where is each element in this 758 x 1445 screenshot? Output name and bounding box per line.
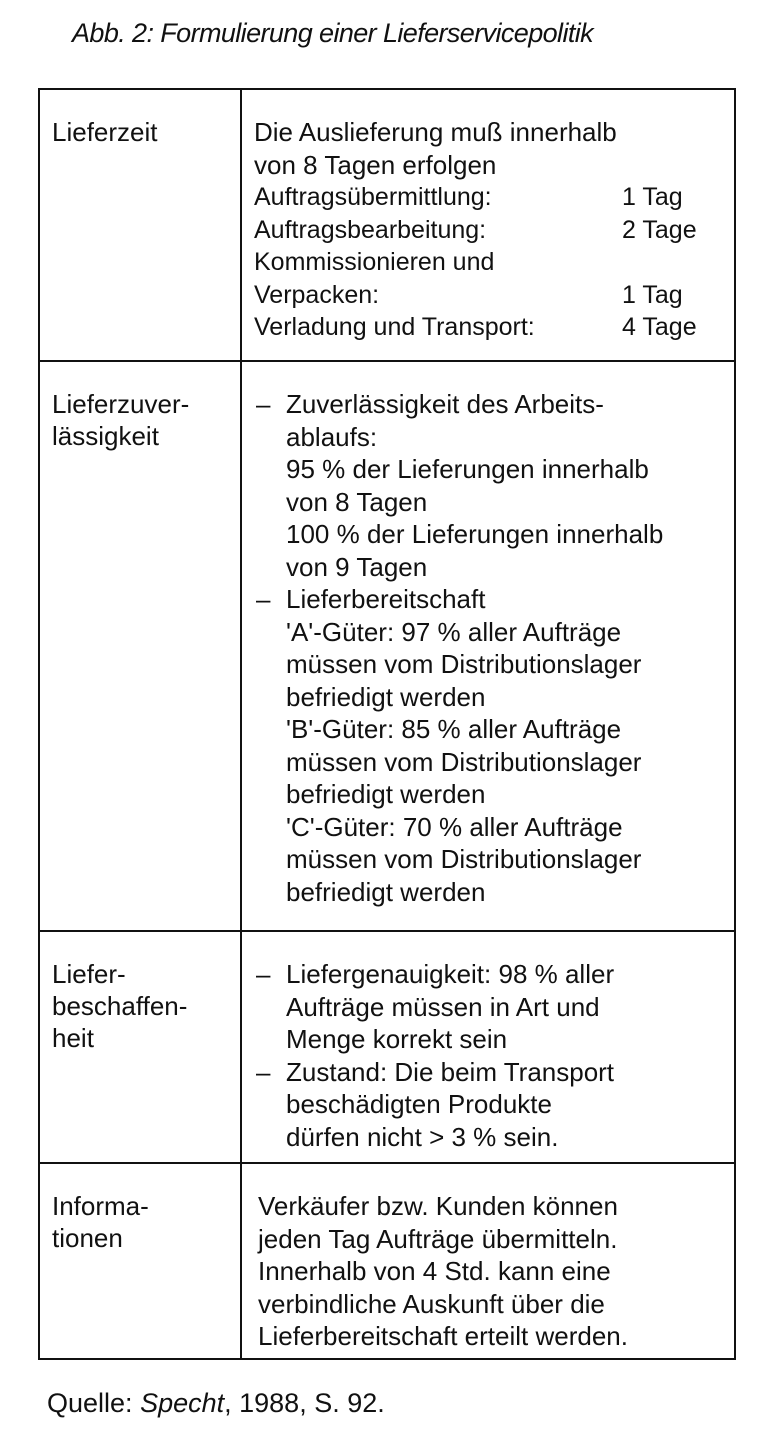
table-row-informationen [40, 1162, 734, 1358]
content-line: Zuverlässigkeit des Arbeits- [286, 389, 604, 419]
content-line: dürfen nicht > 3 % sein. [286, 1121, 559, 1152]
row-label: beschaffen- [52, 991, 188, 1021]
timing-label: Kommissionieren und [254, 248, 495, 276]
timing-value: 2 Tage [622, 215, 697, 244]
content-line: 100 % der Lieferungen innerhalb [286, 519, 664, 549]
bullet-line [256, 1056, 734, 1089]
timing-value: 1 Tag [622, 280, 683, 309]
content-line: müssen vom Distributionslager [286, 746, 642, 777]
content-line: Liefergenauigkeit: 98 % aller [286, 959, 615, 989]
source-prefix: Quelle: [47, 1388, 141, 1418]
row-content-cell [242, 932, 734, 1162]
source-citation [47, 1388, 385, 1419]
row-label: Lieferzeit [52, 117, 158, 147]
dash-bullet: – [256, 584, 271, 614]
content-line: 'B'-Güter: 85 % aller Aufträge [286, 714, 622, 744]
row-label: heit [52, 1023, 94, 1053]
content-line: Innerhalb von 4 Std. kann eine [258, 1256, 611, 1286]
timing-line [254, 181, 734, 214]
timing-line [254, 279, 734, 312]
content-line: Verkäufer bzw. Kunden können [258, 1191, 618, 1221]
content-line: müssen vom Distributionslager [286, 649, 642, 679]
content-line: 'A'-Güter: 97 % aller Aufträge [286, 616, 622, 647]
content-line: müssen vom Distributionslager [286, 844, 642, 874]
timing-line [254, 246, 734, 279]
timing-value: 1 Tag [622, 183, 683, 211]
timing-label: Verpacken: [254, 280, 380, 309]
service-policy-table [38, 88, 736, 1360]
timing-label: Auftragsbearbeitung: [254, 215, 487, 244]
row-label-cell [40, 932, 242, 1162]
bullet-line [256, 388, 734, 421]
content-line: Lieferbereitschaft erteilt werden. [258, 1321, 628, 1351]
table-row-lieferbeschaffenheit [40, 930, 734, 1162]
row-label: Lieferzuver- [52, 389, 190, 419]
dash-bullet: – [256, 1056, 271, 1087]
timing-line [254, 214, 734, 247]
content-line: von 8 Tagen [286, 486, 428, 517]
table-row-lieferzeit [40, 90, 734, 360]
content-line: Menge korrekt sein [286, 1024, 508, 1054]
row-content-cell [242, 362, 734, 930]
bullet-line [256, 958, 734, 991]
row-label: Liefer- [52, 959, 126, 989]
source-author: Specht [140, 1388, 225, 1418]
content-line: Zustand: Die beim Transport [286, 1056, 615, 1087]
dash-bullet: – [256, 959, 271, 989]
content-line: beschädigten Produkte [286, 1089, 552, 1119]
timing-label: Auftragsübermittlung: [254, 183, 492, 211]
row-label-cell [40, 90, 242, 360]
content-line: jeden Tag Aufträge übermitteln. [258, 1223, 618, 1254]
timing-label: Verladung und Transport: [254, 313, 535, 341]
content-line: 95 % der Lieferungen innerhalb [286, 454, 649, 484]
row-label-cell [40, 1164, 242, 1358]
content-line: von 8 Tagen erfolgen [254, 149, 497, 180]
row-label: lässigkeit [52, 421, 159, 451]
figure-caption: Abb. 2: Formulierung einer Lieferservicepolitik [72, 18, 594, 48]
content-line: Lieferbereitschaft [286, 584, 486, 614]
content-line: ablaufs: [286, 421, 378, 452]
row-label: tionen [52, 1223, 123, 1253]
timing-line [254, 311, 734, 344]
content-line: befriedigt werden [286, 876, 486, 907]
row-content-cell [242, 90, 734, 360]
row-label-cell [40, 362, 242, 930]
content-line: Die Auslieferung muß innerhalb [254, 117, 617, 147]
content-line: verbindliche Auskunft über die [258, 1288, 605, 1319]
content-line: 'C'-Güter: 70 % aller Aufträge [286, 811, 623, 842]
content-line: Aufträge müssen in Art und [286, 991, 600, 1022]
content-line: befriedigt werden [286, 681, 486, 712]
content-line: von 9 Tagen [286, 551, 428, 582]
row-content-cell [242, 1164, 734, 1358]
content-line: befriedigt werden [286, 779, 486, 809]
dash-bullet: – [256, 389, 271, 419]
table-row-lieferzuverlaessigkeit [40, 360, 734, 930]
source-suffix: , 1988, S. 92. [224, 1388, 385, 1418]
timing-value: 4 Tage [622, 313, 697, 341]
row-label: Informa- [52, 1191, 149, 1221]
bullet-line [256, 583, 734, 616]
